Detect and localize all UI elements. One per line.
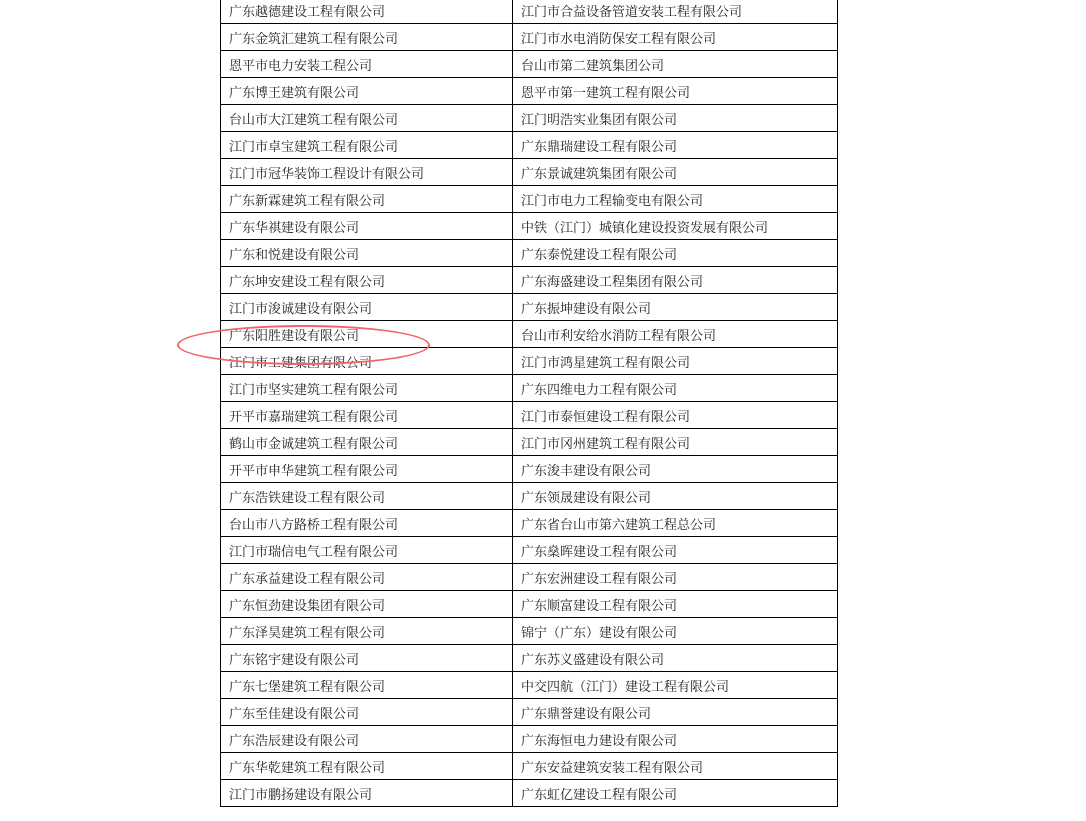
company-name-right: 江门市泰恒建设工程有限公司 [513, 402, 838, 429]
company-name-right: 广东四维电力工程有限公司 [513, 375, 838, 402]
company-name-left: 广东浩辰建设有限公司 [221, 726, 513, 753]
table-row [221, 483, 838, 510]
company-name-left: 台山市八方路桥工程有限公司 [221, 510, 513, 537]
company-name-left: 江门市工建集团有限公司 [221, 348, 513, 375]
company-name-right: 广东宏洲建设工程有限公司 [513, 564, 838, 591]
table-row [221, 132, 838, 159]
company-name-left: 开平市嘉瑞建筑工程有限公司 [221, 402, 513, 429]
table-row [221, 726, 838, 753]
table-row [221, 591, 838, 618]
table-row [221, 645, 838, 672]
table-row [221, 24, 838, 51]
table-row [221, 672, 838, 699]
company-name-right: 江门市电力工程输变电有限公司 [513, 186, 838, 213]
company-name-left: 广东金筑汇建筑工程有限公司 [221, 24, 513, 51]
company-name-right: 中交四航（江门）建设工程有限公司 [513, 672, 838, 699]
company-name-left: 江门市浚诚建设有限公司 [221, 294, 513, 321]
company-name-right: 锦宁（广东）建设有限公司 [513, 618, 838, 645]
table-row [221, 267, 838, 294]
company-name-right: 广东海恒电力建设有限公司 [513, 726, 838, 753]
table-row [221, 699, 838, 726]
table-row [221, 780, 838, 807]
company-name-left: 广东华祺建设有限公司 [221, 213, 513, 240]
company-name-left: 江门市卓宝建筑工程有限公司 [221, 132, 513, 159]
company-name-right: 广东景诚建筑集团有限公司 [513, 159, 838, 186]
table-row [221, 213, 838, 240]
company-name-right: 广东燊晖建设工程有限公司 [513, 537, 838, 564]
table-row [221, 618, 838, 645]
table-row [221, 537, 838, 564]
company-name-right: 广东顺富建设工程有限公司 [513, 591, 838, 618]
table-row [221, 78, 838, 105]
table-row [221, 510, 838, 537]
company-name-left: 广东华乾建筑工程有限公司 [221, 753, 513, 780]
company-name-left: 广东坤安建设工程有限公司 [221, 267, 513, 294]
company-name-right: 江门市鸿星建筑工程有限公司 [513, 348, 838, 375]
company-name-right: 江门市水电消防保安工程有限公司 [513, 24, 838, 51]
company-name-right: 江门市冈州建筑工程有限公司 [513, 429, 838, 456]
table-row [221, 294, 838, 321]
company-name-left: 广东越德建设工程有限公司 [221, 0, 513, 24]
company-name-right: 广东鼎瑞建设工程有限公司 [513, 132, 838, 159]
company-name-left: 开平市申华建筑工程有限公司 [221, 456, 513, 483]
table-row [221, 429, 838, 456]
company-name-right: 台山市第二建筑集团公司 [513, 51, 838, 78]
company-table [220, 0, 838, 807]
company-name-right: 广东泰悦建设工程有限公司 [513, 240, 838, 267]
table-row [221, 348, 838, 375]
company-name-left: 江门市冠华装饰工程设计有限公司 [221, 159, 513, 186]
company-name-left: 广东阳胜建设有限公司 [221, 321, 513, 348]
table-row [221, 51, 838, 78]
table-row [221, 564, 838, 591]
company-name-left: 广东七堡建筑工程有限公司 [221, 672, 513, 699]
company-name-left: 鹤山市金诚建筑工程有限公司 [221, 429, 513, 456]
company-name-left: 广东和悦建设有限公司 [221, 240, 513, 267]
company-name-left: 广东承益建设工程有限公司 [221, 564, 513, 591]
company-table-body [221, 0, 838, 807]
company-name-right: 广东领晟建设有限公司 [513, 483, 838, 510]
company-name-left: 江门市瑞信电气工程有限公司 [221, 537, 513, 564]
table-row [221, 321, 838, 348]
company-name-left: 江门市坚实建筑工程有限公司 [221, 375, 513, 402]
table-row [221, 159, 838, 186]
table-row [221, 240, 838, 267]
company-name-right: 广东苏义盛建设有限公司 [513, 645, 838, 672]
company-name-right: 广东省台山市第六建筑工程总公司 [513, 510, 838, 537]
company-name-left: 恩平市电力安装工程公司 [221, 51, 513, 78]
table-row [221, 375, 838, 402]
company-name-left: 广东至佳建设有限公司 [221, 699, 513, 726]
company-name-left: 广东恒劲建设集团有限公司 [221, 591, 513, 618]
company-name-right: 广东鼎誉建设有限公司 [513, 699, 838, 726]
company-name-right: 台山市利安给水消防工程有限公司 [513, 321, 838, 348]
company-name-right: 广东振坤建设有限公司 [513, 294, 838, 321]
company-name-left: 广东新霖建筑工程有限公司 [221, 186, 513, 213]
company-name-right: 广东虹亿建设工程有限公司 [513, 780, 838, 807]
table-row [221, 402, 838, 429]
company-name-right: 广东浚丰建设有限公司 [513, 456, 838, 483]
company-name-left: 广东铭宇建设有限公司 [221, 645, 513, 672]
company-name-left: 广东博王建筑有限公司 [221, 78, 513, 105]
company-name-left: 广东泽昊建筑工程有限公司 [221, 618, 513, 645]
company-name-right: 中铁（江门）城镇化建设投资发展有限公司 [513, 213, 838, 240]
company-name-right: 恩平市第一建筑工程有限公司 [513, 78, 838, 105]
table-row [221, 186, 838, 213]
table-row [221, 456, 838, 483]
company-name-right: 广东海盛建设工程集团有限公司 [513, 267, 838, 294]
table-row [221, 0, 838, 24]
table-row [221, 753, 838, 780]
company-name-right: 广东安益建筑安装工程有限公司 [513, 753, 838, 780]
company-name-left: 江门市鹏扬建设有限公司 [221, 780, 513, 807]
company-name-left: 广东浩铁建设工程有限公司 [221, 483, 513, 510]
company-name-left: 台山市大江建筑工程有限公司 [221, 105, 513, 132]
company-name-right: 江门明浩实业集团有限公司 [513, 105, 838, 132]
company-name-right: 江门市合益设备管道安装工程有限公司 [513, 0, 838, 24]
table-row [221, 105, 838, 132]
company-list-container [220, 0, 838, 807]
